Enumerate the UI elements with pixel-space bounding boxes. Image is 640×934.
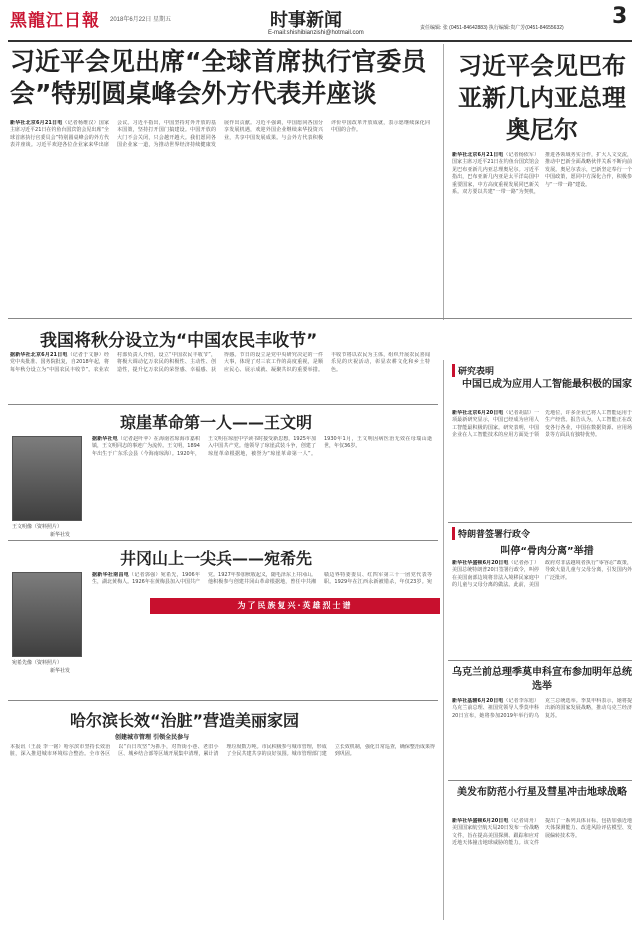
right-article [452, 152, 632, 317]
masthead-rule [8, 40, 632, 42]
lead-dateline: 新华社北京6月21日电 [10, 120, 63, 126]
research-dateline: 新华社北京6月20日电 [452, 410, 504, 416]
us-headline: 美发布防范小行星及彗星冲击地球战略 [457, 787, 627, 798]
wang-body: （记者赵叶苹）在海南省琼海市嘉积镇，王文明同志的事迹广为流传。王文明，1894年出生于广东乐会县（今海南琼海）。1920年，王文明在琼崖中学读书时接受新思想，1925年加入中国共产党。他领导了琼崖武装斗争，创建了琼崖革命根据地，被誉为“琼崖革命第一人”。1930年1月，王文明因病医治无效在母瑞山逝世，年仅36岁。 [92, 436, 432, 457]
wan-body: （记者郭强）宛希先，1906年生，湖北黄梅人。1926年在黄梅县加入中国共产党。1927年参加秋收起义，随毛泽东上井冈山。他积极参与创建井冈山革命根据地，曾任中共湘赣边界特委委员、红四军第三十一团党代表等职。1929年在江西永新被错杀，年仅23岁。宛 [92, 572, 432, 586]
research-body: （记者胡喆）一项最新研究显示，中国已经成为应用人工智能最积极的国家。研究表明，中国企业在人工智能技术的应用方面处于领先地位，许多企业已将人工智能运用于生产经营。报告认为，人工智能正在改变各行各业，中国在数据资源、应用场景等方面具有独特优势。 [452, 410, 632, 439]
harbin-headline: 哈尔滨长效“治脏”营造美丽家园 [70, 711, 300, 730]
uzbek-article [452, 698, 632, 778]
wang-portrait-photo [12, 436, 82, 521]
special-headline: 叫停“骨肉分离”举措 [500, 546, 594, 557]
special-dateline: 新华社华盛顿6月20日电 [452, 560, 509, 566]
wang-photo-caption: 王文明像（资料照片） [12, 524, 63, 530]
us-body: （记者周舟）美国国家航空航天局20日发布一份战略文件，旨在提高美国探测、跟踪和应对近地天体撞击地球威胁的能力。该文件提出了一系列具体目标，包括加强近地天体探测能力、改进风险评估模型、发展偏转技术等。 [452, 818, 632, 847]
wang-dateline: 据新华社电 [92, 436, 118, 442]
wan-photo-credit: 新华社发 [50, 668, 71, 674]
section-rule [8, 540, 438, 541]
us-dateline: 新华社华盛顿6月20日电 [452, 818, 509, 824]
special-body: （记者孙丁）美国总统特朗普20日签署行政令，叫停在美国南部边境将非法入境移民家庭中的儿童与父母分离的做法。此前，美国政府对非法越境者执行“零容忍”政策，导致大量儿童与父母分离，引发国内外广泛批评。 [452, 560, 632, 589]
series-banner: 为了民族复兴·英雄烈士谱 [150, 598, 440, 614]
section-rule [448, 660, 632, 661]
column-divider [443, 44, 444, 320]
lead-headline: 习近平会见出席“全球首席执行官委员会”特别圆桌峰会外方代表并座谈 [10, 47, 427, 108]
section-rule [8, 404, 438, 405]
harbin-body: 本报讯（王晨 李一铭）哈尔滨市坚持长效治脏，深入推进城市环境综合整治。全市各区以“百日攻坚”为抓手，对背街小巷、老旧小区、城乡结合部等区域开展集中清理，累计清理垃圾数万吨。市民积极参与城市管理，形成了全民共建共享的良好氛围。城市管理部门建立长效机制，强化日常巡查，确保整治成果得到巩固。 [10, 744, 435, 758]
right-body: （记者杨依军）国家主席习近平21日在钓鱼台国宾馆会见巴布亚新几内亚总理奥尼尔。习近平指出，巴布亚新几内亚是太平洋岛国中重要国家，中方高度重视发展同巴新关系。双方要以共建“一带一路”为契机，推进各领域务实合作，扩大人文交流，推动中巴新全面战略伙伴关系不断向前发展。奥尼尔表示，巴新坚定奉行一个中国政策，愿同中方深化合作，积极参与“一带一路”建设。 [452, 152, 632, 196]
uzbek-body: （记者李东旭）乌克兰前总理、祖国党领导人季莫申科20日宣布，她将参加2019年举行的乌克兰总统选举。季莫申科表示，她将提出新的国家发展战略，推动乌克兰经济复苏。 [452, 698, 632, 719]
section-rule [448, 780, 632, 781]
wang-headline: 琼崖革命第一人——王文明 [120, 413, 313, 432]
research-headline: 中国已成为应用人工智能最积极的国家 [462, 379, 632, 390]
column-divider [443, 360, 444, 920]
harbin-subhead: 创建城市管理 引领全民参与 [115, 734, 190, 741]
issue-date: 2018年6月22日 星期五 [110, 17, 172, 23]
lead-body: （记者杨维汉）国家主席习近平21日在钓鱼台国宾馆会见出席“全球首席执行官委员会”特别圆桌峰会的外方代表并座谈。习近平欢迎各位企业家来华出席会议。习近平指出，中国坚持对外开放的基本国策，坚持打开国门搞建设。中国开放的大门不会关闭，只会越开越大。我们愿同各国企业家一道，为推动世界经济持续健康发展作出贡献。习近平强调，中国愿同各国分享发展机遇，欢迎外国企业继续来华投资兴业，共享中国发展成果。与会外方代表积极评价中国改革开放成就，表示愿继续深化同中国的合作。 [10, 120, 430, 149]
wan-headline: 井冈山上一尖兵——宛希先 [120, 549, 313, 568]
newspaper-logo: 黑龍江日報 [10, 11, 100, 31]
lead-article [10, 120, 430, 270]
harvest-body: （记者于文静）经党中央批准、国务院批复，自2018年起，将每年秋分设立为“中国农民丰收节”。农业农村部负责人介绍，设立“中国农民丰收节”，将极大调动亿万农民的积极性、主动性、创造性，提升亿万农民的荣誉感、幸福感、获得感。节日的设立是党中央研究决定的一件大事，体现了对三农工作的高度重视，是顺应民心、展示成就、凝聚共识的重要举措。丰收节将以农民为主体，组织开展农民喜闻乐见的庆祝活动，彰显农耕文化和乡土特色。 [10, 352, 430, 373]
harbin-article [10, 744, 435, 924]
wan-portrait-photo [12, 572, 82, 657]
us-article [452, 818, 632, 926]
editor-info: 责任编辑: 张 (0451-84642883) 执行编辑:贵广芳(0451-84655632) [420, 25, 564, 31]
section-email: E-mail:shishibianzishi@hotmail.com [268, 30, 364, 36]
section-rule [8, 318, 632, 319]
research-article [452, 410, 632, 520]
uzbek-headline: 乌克兰前总理季莫申科宣布参加明年总统选举 [452, 667, 632, 692]
wan-dateline: 据新华社南昌电 [92, 572, 130, 578]
wan-article [92, 572, 432, 594]
wan-photo-caption: 宛希先像（资料照片） [12, 660, 63, 666]
harvest-dateline: 据新华社北京6月21日电 [10, 352, 68, 358]
harvest-headline: 我国将秋分设立为“中国农民丰收节” [40, 331, 318, 351]
section-rule [448, 522, 632, 523]
uzbek-dateline: 新华社基辅6月20日电 [452, 698, 504, 704]
wang-article [92, 436, 432, 536]
section-title: 时事新闻 [270, 10, 342, 31]
harvest-article [10, 352, 430, 402]
right-headline: 习近平会见巴布亚新几内亚总理奥尼尔 [458, 52, 626, 144]
research-tag: 研究表明 [452, 364, 494, 377]
special-tag: 特朗普签署行政令 [452, 527, 530, 540]
section-rule [8, 700, 438, 701]
special-article [452, 560, 632, 655]
right-dateline: 新华社北京6月21日电 [452, 152, 504, 158]
page-number: 3 [612, 4, 628, 29]
wang-photo-credit: 新华社发 [50, 532, 71, 538]
